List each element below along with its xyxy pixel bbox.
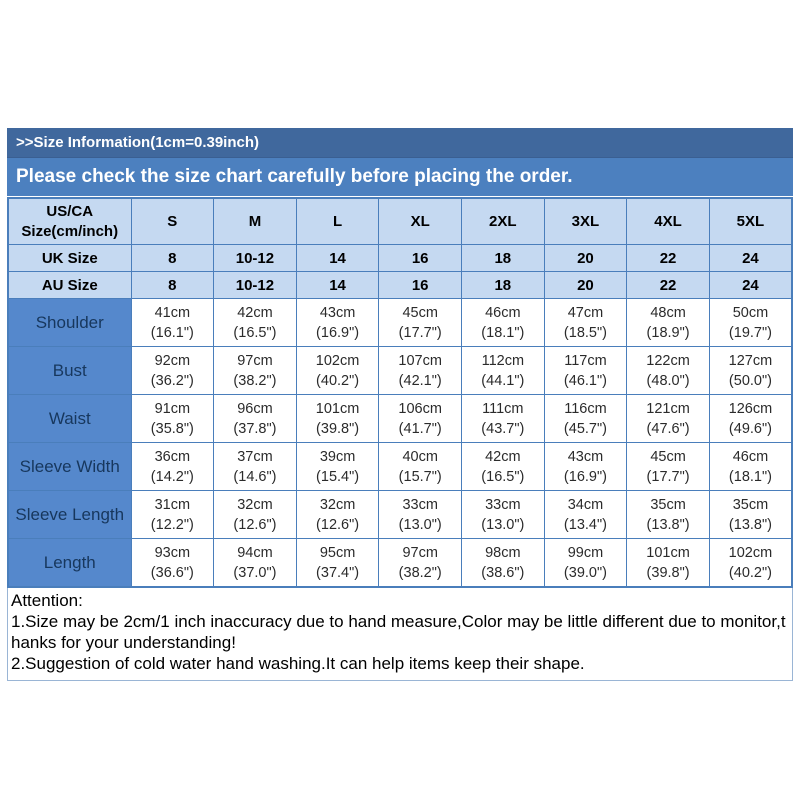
measurement-cm-value: 95cm bbox=[319, 544, 356, 561]
measurement-value-cell bbox=[379, 443, 462, 491]
measurement-inch-value: (14.6") bbox=[233, 468, 277, 485]
measurement-value-cell bbox=[214, 347, 297, 395]
measurement-cm-value: 112cm bbox=[481, 352, 525, 369]
measurement-value-cell bbox=[296, 299, 379, 347]
measurement-inch-value: (48.0") bbox=[646, 372, 690, 389]
size-check-notice: Please check the size chart carefully before placing the order. bbox=[16, 166, 573, 187]
measurement-value-cell bbox=[296, 491, 379, 539]
measurement-cm-value: 33cm bbox=[402, 496, 438, 513]
measurement-value-cell bbox=[462, 491, 545, 539]
measurement-cm-value: 126cm bbox=[728, 400, 773, 417]
measurement-cm-value: 43cm bbox=[567, 448, 604, 465]
measurement-value-cell bbox=[544, 539, 627, 588]
measurement-cm-value: 107cm bbox=[398, 352, 442, 369]
measurement-inch-value: (40.2") bbox=[316, 372, 360, 389]
measurement-label: Bust bbox=[8, 347, 131, 395]
measurement-inch-value: (19.7") bbox=[728, 324, 772, 341]
measurement-inch-value: (35.8") bbox=[150, 420, 194, 437]
measurement-value-cell bbox=[462, 395, 545, 443]
measurement-cm-value: 91cm bbox=[154, 400, 191, 417]
measurement-value-cell bbox=[709, 443, 792, 491]
attention-note-2: 2.Suggestion of cold water hand washing.It can help items keep their shape. bbox=[11, 654, 585, 673]
measurement-cm-value: 45cm bbox=[402, 304, 438, 321]
measurement-value-cell bbox=[296, 443, 379, 491]
measurement-inch-value: (12.2") bbox=[150, 516, 194, 533]
measurement-value-cell bbox=[462, 347, 545, 395]
size-information-title: >>Size Information(1cm=0.39inch) bbox=[16, 134, 259, 151]
measurement-inch-value: (40.2") bbox=[728, 564, 772, 581]
measurement-inch-value: (16.9") bbox=[563, 468, 607, 485]
region-size-value: 16 bbox=[379, 272, 462, 299]
measurement-cm-value: 32cm bbox=[237, 496, 273, 513]
measurement-inch-value: (38.2") bbox=[233, 372, 277, 389]
measurement-value-cell bbox=[709, 539, 792, 588]
measurement-cm-value: 116cm bbox=[564, 400, 607, 417]
measurement-inch-value: (18.1") bbox=[481, 324, 525, 341]
measurement-label: Shoulder bbox=[8, 299, 131, 347]
measurement-cm-value: 102cm bbox=[728, 544, 773, 561]
measurement-inch-value: (14.2") bbox=[150, 468, 194, 485]
measurement-cm-value: 32cm bbox=[319, 496, 356, 513]
measurement-value-cell bbox=[709, 395, 792, 443]
attention-section bbox=[7, 588, 793, 681]
corner-header-line1: US/CA bbox=[46, 202, 94, 220]
measurement-cm-value: 42cm bbox=[237, 304, 273, 321]
measurement-inch-value: (13.4") bbox=[563, 516, 607, 533]
measurement-cm-value: 127cm bbox=[728, 352, 773, 369]
region-size-value: 18 bbox=[462, 245, 545, 272]
measurement-cm-value: 93cm bbox=[154, 544, 191, 561]
region-size-row bbox=[8, 272, 792, 299]
measurement-cm-value: 101cm bbox=[646, 544, 690, 561]
measurement-cm-value: 40cm bbox=[402, 448, 438, 465]
measurement-cm-value: 97cm bbox=[237, 352, 273, 369]
measurement-value-cell bbox=[379, 539, 462, 588]
region-size-value: 22 bbox=[627, 245, 710, 272]
measurement-value-cell bbox=[544, 395, 627, 443]
measurement-inch-value: (43.7") bbox=[481, 420, 525, 437]
size-chart-table bbox=[7, 197, 793, 588]
measurement-value-cell bbox=[544, 299, 627, 347]
attention-title: Attention: bbox=[11, 591, 83, 610]
size-information-title-bar bbox=[7, 128, 793, 158]
measurement-inch-value: (46.1") bbox=[563, 372, 607, 389]
measurement-cm-value: 35cm bbox=[732, 496, 769, 513]
measurement-row bbox=[8, 443, 792, 491]
measurement-inch-value: (37.0") bbox=[233, 564, 277, 581]
corner-header-cell bbox=[8, 198, 131, 245]
measurement-inch-value: (16.5") bbox=[233, 324, 277, 341]
measurement-cm-value: 31cm bbox=[154, 496, 191, 513]
measurement-cm-value: 37cm bbox=[237, 448, 273, 465]
measurement-inch-value: (18.9") bbox=[646, 324, 690, 341]
measurement-value-cell bbox=[709, 299, 792, 347]
measurement-inch-value: (18.1") bbox=[728, 468, 772, 485]
measurement-value-cell bbox=[544, 347, 627, 395]
region-size-value: 14 bbox=[296, 245, 379, 272]
region-size-value: 10-12 bbox=[214, 272, 297, 299]
measurement-cm-value: 92cm bbox=[154, 352, 191, 369]
measurement-label: Sleeve Length bbox=[8, 491, 131, 539]
size-column-header: 4XL bbox=[627, 198, 710, 245]
measurement-cm-value: 47cm bbox=[567, 304, 604, 321]
region-size-value: 18 bbox=[462, 272, 545, 299]
measurement-inch-value: (42.1") bbox=[398, 372, 442, 389]
measurement-cm-value: 121cm bbox=[646, 400, 690, 417]
measurement-value-cell bbox=[627, 299, 710, 347]
measurement-cm-value: 36cm bbox=[154, 448, 191, 465]
measurement-inch-value: (50.0") bbox=[728, 372, 772, 389]
measurement-value-cell bbox=[379, 395, 462, 443]
measurement-value-cell bbox=[544, 491, 627, 539]
measurement-value-cell bbox=[627, 443, 710, 491]
measurement-value-cell bbox=[709, 347, 792, 395]
measurement-value-cell bbox=[131, 491, 214, 539]
measurement-cm-value: 101cm bbox=[315, 400, 360, 417]
measurement-label: Sleeve Width bbox=[8, 443, 131, 491]
measurement-inch-value: (44.1") bbox=[481, 372, 525, 389]
measurement-value-cell bbox=[214, 539, 297, 588]
measurement-cm-value: 122cm bbox=[646, 352, 690, 369]
region-size-value: 24 bbox=[709, 245, 792, 272]
measurement-value-cell bbox=[379, 299, 462, 347]
measurement-inch-value: (18.5") bbox=[563, 324, 607, 341]
measurement-inch-value: (13.0") bbox=[481, 516, 525, 533]
region-size-label: AU Size bbox=[8, 272, 131, 299]
measurement-cm-value: 50cm bbox=[732, 304, 769, 321]
region-size-value: 20 bbox=[544, 272, 627, 299]
measurement-inch-value: (15.7") bbox=[398, 468, 442, 485]
measurement-value-cell bbox=[627, 539, 710, 588]
measurement-inch-value: (16.9") bbox=[316, 324, 360, 341]
measurement-value-cell bbox=[131, 347, 214, 395]
measurement-inch-value: (13.8") bbox=[646, 516, 690, 533]
measurement-cm-value: 98cm bbox=[485, 544, 521, 561]
measurement-value-cell bbox=[131, 299, 214, 347]
measurement-inch-value: (41.7") bbox=[398, 420, 442, 437]
measurement-cm-value: 96cm bbox=[237, 400, 273, 417]
measurement-label: Waist bbox=[8, 395, 131, 443]
region-size-value: 8 bbox=[131, 272, 214, 299]
measurement-cm-value: 97cm bbox=[402, 544, 438, 561]
measurement-value-cell bbox=[379, 347, 462, 395]
measurement-cm-value: 117cm bbox=[564, 352, 607, 369]
measurement-inch-value: (13.0") bbox=[398, 516, 442, 533]
region-size-row bbox=[8, 245, 792, 272]
measurement-inch-value: (39.0") bbox=[563, 564, 607, 581]
size-column-header: 3XL bbox=[544, 198, 627, 245]
measurement-cm-value: 35cm bbox=[650, 496, 686, 513]
measurement-cm-value: 99cm bbox=[567, 544, 604, 561]
size-check-notice-bar bbox=[7, 158, 793, 196]
measurement-value-cell bbox=[131, 443, 214, 491]
measurement-value-cell bbox=[462, 539, 545, 588]
measurement-value-cell bbox=[544, 443, 627, 491]
measurement-cm-value: 94cm bbox=[237, 544, 273, 561]
measurement-cm-value: 41cm bbox=[154, 304, 191, 321]
measurement-inch-value: (45.7") bbox=[563, 420, 607, 437]
measurement-inch-value: (15.4") bbox=[316, 468, 360, 485]
attention-note-1: 1.Size may be 2cm/1 inch inaccuracy due to hand measure,Color may be little different due to monitor,t hanks for your understanding! bbox=[11, 612, 786, 652]
measurement-value-cell bbox=[131, 539, 214, 588]
measurement-value-cell bbox=[627, 347, 710, 395]
measurement-value-cell bbox=[709, 491, 792, 539]
measurement-value-cell bbox=[627, 395, 710, 443]
measurement-value-cell bbox=[214, 299, 297, 347]
measurement-value-cell bbox=[214, 443, 297, 491]
measurement-value-cell bbox=[462, 443, 545, 491]
measurement-value-cell bbox=[131, 395, 214, 443]
measurement-inch-value: (17.7") bbox=[646, 468, 690, 485]
measurement-cm-value: 106cm bbox=[398, 400, 442, 417]
size-column-header: 2XL bbox=[462, 198, 545, 245]
measurement-value-cell bbox=[627, 491, 710, 539]
region-size-value: 16 bbox=[379, 245, 462, 272]
region-size-label: UK Size bbox=[8, 245, 131, 272]
region-size-value: 20 bbox=[544, 245, 627, 272]
measurement-inch-value: (36.6") bbox=[150, 564, 194, 581]
region-size-value: 10-12 bbox=[214, 245, 297, 272]
measurement-value-cell bbox=[462, 299, 545, 347]
measurement-inch-value: (16.5") bbox=[481, 468, 525, 485]
measurement-row bbox=[8, 491, 792, 539]
measurement-inch-value: (47.6") bbox=[646, 420, 690, 437]
measurement-label: Length bbox=[8, 539, 131, 588]
measurement-inch-value: (37.4") bbox=[316, 564, 360, 581]
measurement-inch-value: (39.8") bbox=[646, 564, 690, 581]
measurement-inch-value: (13.8") bbox=[728, 516, 772, 533]
measurement-row bbox=[8, 347, 792, 395]
region-size-value: 8 bbox=[131, 245, 214, 272]
size-column-header: XL bbox=[379, 198, 462, 245]
measurement-value-cell bbox=[214, 395, 297, 443]
measurement-row bbox=[8, 395, 792, 443]
corner-header-line2: Size(cm/inch) bbox=[21, 222, 119, 240]
measurement-inch-value: (37.8") bbox=[233, 420, 277, 437]
measurement-cm-value: 45cm bbox=[650, 448, 686, 465]
measurement-value-cell bbox=[214, 491, 297, 539]
measurement-inch-value: (16.1") bbox=[150, 324, 194, 341]
measurement-cm-value: 46cm bbox=[485, 304, 521, 321]
size-column-header: L bbox=[296, 198, 379, 245]
measurement-inch-value: (38.6") bbox=[481, 564, 525, 581]
measurement-cm-value: 33cm bbox=[485, 496, 521, 513]
region-size-value: 14 bbox=[296, 272, 379, 299]
size-column-header: S bbox=[131, 198, 214, 245]
measurement-value-cell bbox=[296, 395, 379, 443]
measurement-row bbox=[8, 299, 792, 347]
size-chart-content bbox=[7, 128, 793, 681]
measurement-inch-value: (38.2") bbox=[398, 564, 442, 581]
region-size-value: 22 bbox=[627, 272, 710, 299]
measurement-cm-value: 34cm bbox=[567, 496, 604, 513]
measurement-value-cell bbox=[296, 347, 379, 395]
measurement-cm-value: 42cm bbox=[485, 448, 521, 465]
measurement-inch-value: (12.6") bbox=[316, 516, 360, 533]
measurement-value-cell bbox=[296, 539, 379, 588]
measurement-row bbox=[8, 539, 792, 588]
measurement-inch-value: (49.6") bbox=[728, 420, 772, 437]
measurement-inch-value: (17.7") bbox=[398, 324, 442, 341]
measurement-cm-value: 102cm bbox=[315, 352, 360, 369]
measurement-cm-value: 39cm bbox=[319, 448, 356, 465]
region-size-value: 24 bbox=[709, 272, 792, 299]
measurement-inch-value: (39.8") bbox=[316, 420, 360, 437]
measurement-inch-value: (36.2") bbox=[150, 372, 194, 389]
size-column-header: M bbox=[214, 198, 297, 245]
measurement-cm-value: 46cm bbox=[732, 448, 769, 465]
measurement-value-cell bbox=[379, 491, 462, 539]
size-header-row bbox=[8, 198, 792, 245]
size-column-header: 5XL bbox=[709, 198, 792, 245]
measurement-cm-value: 43cm bbox=[319, 304, 356, 321]
measurement-cm-value: 111cm bbox=[482, 400, 524, 417]
measurement-cm-value: 48cm bbox=[650, 304, 686, 321]
measurement-inch-value: (12.6") bbox=[233, 516, 277, 533]
